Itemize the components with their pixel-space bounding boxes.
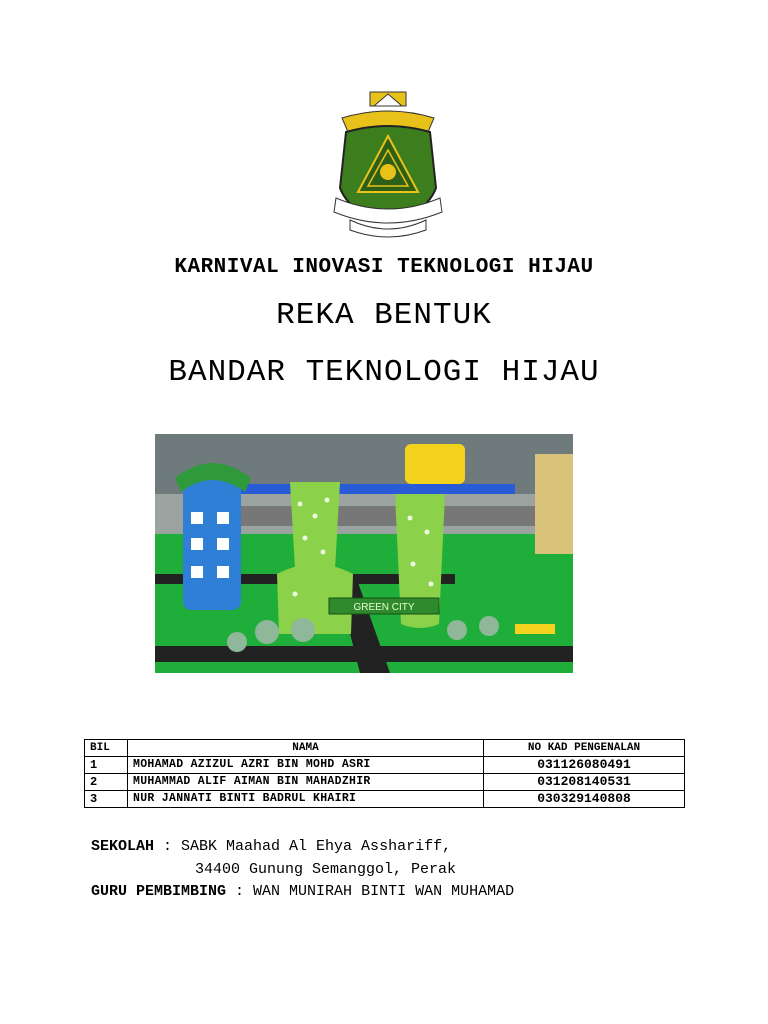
teacher-sep: : [226,883,254,900]
project-title-line1: REKA BENTUK [276,298,492,333]
col-header-ic: NO KAD PENGENALAN [484,740,685,757]
row-nama: MUHAMMAD ALIF AIMAN BIN MAHADZHIR [128,774,484,791]
row-bil: 3 [85,791,128,808]
row-ic: 031208140531 [484,774,685,791]
green-city-model-photo [155,434,573,673]
teacher-line [91,883,514,900]
row-nama: NUR JANNATI BINTI BADRUL KHAIRI [128,791,484,808]
row-nama: MOHAMAD AZIZUL AZRI BIN MOHD ASRI [128,757,484,774]
table-row [85,757,685,774]
col-header-bil: BIL [85,740,128,757]
table-row [85,791,685,808]
school-address: 34400 Gunung Semanggol, Perak [195,861,457,878]
school-label: SEKOLAH [91,838,155,855]
teacher-name: WAN MUNIRAH BINTI WAN MUHAMAD [253,883,515,900]
table-row [85,774,685,791]
school-crest-icon [330,88,446,242]
row-ic: 031126080491 [484,757,685,774]
project-title-line2: BANDAR TEKNOLOGI HIJAU [168,355,600,390]
row-bil: 2 [85,774,128,791]
teacher-label: GURU PEMBIMBING [91,883,227,900]
school-line [91,838,451,855]
event-title: KARNIVAL INOVASI TEKNOLOGI HIJAU [174,256,594,279]
row-ic: 030329140808 [484,791,685,808]
col-header-nama: NAMA [128,740,484,757]
table-header-row [85,740,685,757]
green-city-sign: GREEN CITY [353,602,415,613]
school-sep: : [154,838,182,855]
row-bil: 1 [85,757,128,774]
school-name: SABK Maahad Al Ehya Asshariff, [181,838,452,855]
student-table [84,739,685,808]
